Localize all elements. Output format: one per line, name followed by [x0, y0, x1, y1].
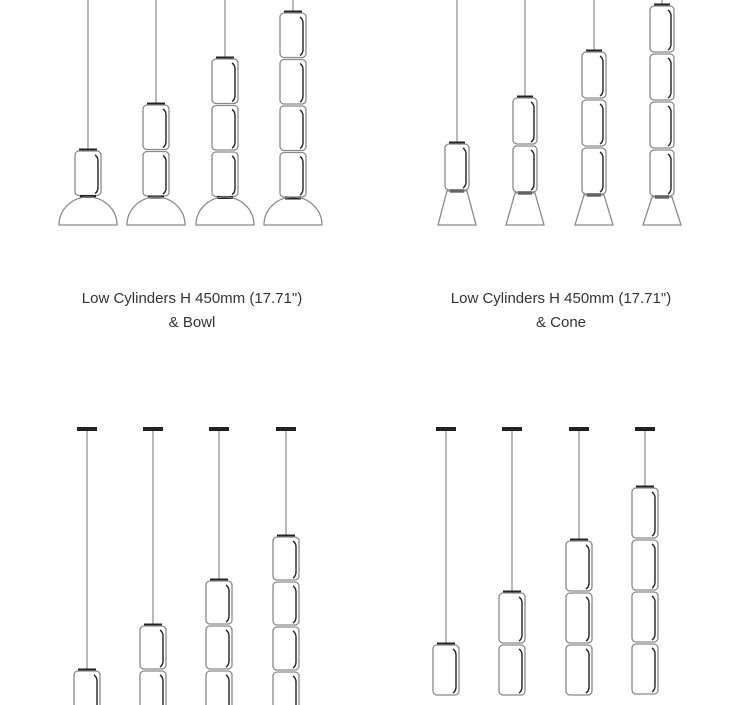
cylinder-highlight [600, 56, 603, 96]
cylinder-highlight [293, 586, 296, 623]
cylinder-highlight [226, 585, 229, 622]
cylinder-highlight [453, 649, 456, 693]
pendant-lamp [575, 0, 613, 225]
glass-cylinder [273, 672, 299, 705]
cylinder-highlight [293, 541, 296, 578]
pendant-lamp [566, 427, 592, 695]
caption-bowl-line1: Low Cylinders H 450mm (17.71") [81, 290, 303, 307]
cylinder-highlight [586, 649, 589, 693]
ceiling-canopy [569, 427, 589, 431]
pendant-lamp [59, 0, 117, 225]
cylinder-highlight [519, 649, 522, 693]
bowl-shade [196, 197, 254, 225]
cylinder-highlight [293, 631, 296, 668]
lamp-group-4 [433, 427, 658, 695]
cylinder-highlight [668, 10, 671, 50]
cylinder-highlight [300, 17, 303, 56]
cylinder-highlight [600, 104, 603, 144]
bowl-shade [59, 197, 117, 225]
cylinder-highlight [300, 110, 303, 149]
cylinder-highlight [531, 150, 534, 190]
pendant-lamp [506, 0, 544, 225]
ceiling-canopy [77, 427, 97, 431]
caption-cone-line1: Low Cylinders H 450mm (17.71") [450, 290, 672, 307]
cone-shade [575, 195, 613, 225]
cylinder-highlight [95, 155, 98, 194]
cylinder-highlight [600, 152, 603, 192]
cylinder-highlight [300, 157, 303, 196]
cone-shade [506, 193, 544, 225]
cylinder-highlight [668, 106, 671, 146]
pendant-lamp [264, 0, 322, 225]
cylinder-highlight [652, 648, 655, 692]
cylinder-highlight [226, 630, 229, 667]
pendant-lamp [433, 427, 459, 695]
cylinder-highlight [531, 102, 534, 142]
cone-shade [438, 191, 476, 225]
cone-shade [643, 197, 681, 225]
pendant-lamp [643, 0, 681, 225]
pendant-lamp [196, 0, 254, 225]
pendant-lamp [499, 427, 525, 695]
bowl-shade [127, 197, 185, 225]
ceiling-canopy [635, 427, 655, 431]
pendant-lamp [127, 0, 185, 225]
lamp-group-2 [438, 0, 681, 225]
cylinder-highlight [586, 545, 589, 589]
cylinder-highlight [668, 58, 671, 98]
cylinder-highlight [652, 492, 655, 536]
ceiling-canopy [209, 427, 229, 431]
lamp-group-1 [59, 0, 322, 225]
caption-cone [401, 287, 721, 335]
ceiling-canopy [276, 427, 296, 431]
lamp-group-3 [74, 427, 299, 705]
cylinder-highlight [586, 597, 589, 641]
caption-bowl-line2: & Bowl [168, 314, 216, 331]
cylinder-highlight [293, 676, 296, 705]
cylinder-highlight [232, 156, 235, 195]
cylinder-highlight [226, 675, 229, 705]
cylinder-highlight [668, 154, 671, 194]
cylinder-highlight [163, 109, 166, 148]
cylinder-highlight [519, 597, 522, 641]
cylinder-highlight [160, 630, 163, 667]
ceiling-canopy [502, 427, 522, 431]
caption-cone-line2: & Cone [535, 314, 587, 331]
cylinder-highlight [652, 544, 655, 588]
pendant-lamp [438, 0, 476, 225]
pendant-lamp [273, 427, 299, 705]
cylinder-highlight [163, 156, 166, 195]
pendant-lamp [632, 427, 658, 694]
pendant-lamp [140, 427, 166, 705]
bowl-shade [264, 197, 322, 225]
cylinder-highlight [94, 675, 97, 705]
cylinder-highlight [232, 63, 235, 102]
ceiling-canopy [143, 427, 163, 431]
caption-bowl [32, 287, 352, 335]
cylinder-highlight [160, 675, 163, 705]
cylinder-highlight [300, 64, 303, 103]
pendant-lamp [74, 427, 100, 705]
cylinder-highlight [652, 596, 655, 640]
ceiling-canopy [436, 427, 456, 431]
cylinder-highlight [232, 110, 235, 149]
pendant-lamp [206, 427, 232, 705]
cylinder-highlight [463, 148, 466, 188]
